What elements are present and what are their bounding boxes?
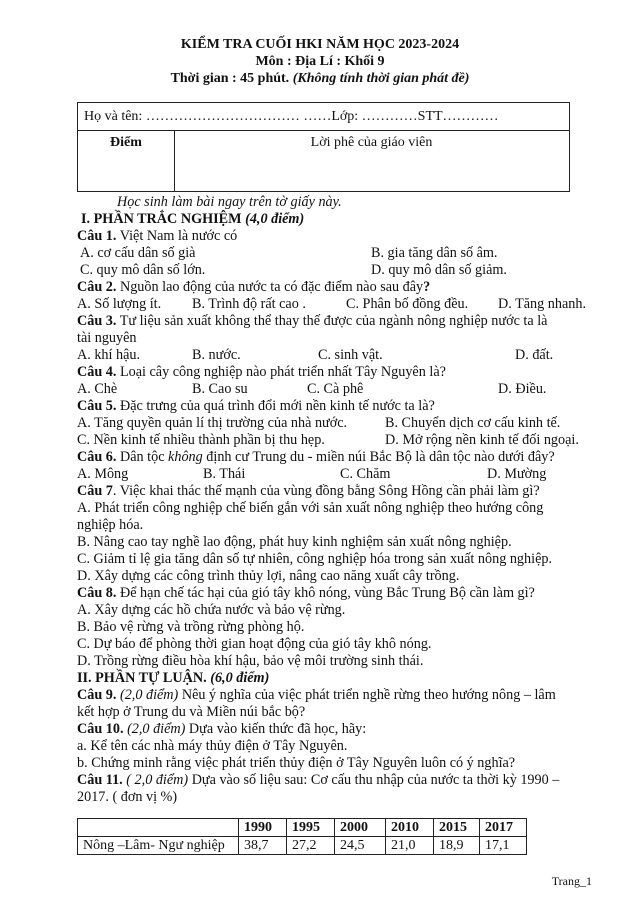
q5-option-a[interactable]: A. Tăng quyền quản lí thị trường của nhà nước. (77, 415, 348, 431)
table-year-cell: 2000 (335, 819, 386, 837)
income-structure-table (77, 818, 527, 855)
q7-option-a-cont[interactable]: nghiệp hóa. (77, 517, 144, 533)
q2-option-a[interactable]: A. Số lượng ít. (77, 296, 162, 312)
q5-num: Câu 5. (77, 398, 117, 414)
q8-option-d[interactable]: D. Trồng rừng điều hòa khí hậu, bảo vệ môi trường sinh thái. (77, 653, 424, 669)
q2-option-d[interactable]: D. Tăng nhanh. (498, 296, 586, 312)
q3-option-b[interactable]: B. nước. (192, 347, 241, 363)
q9-text-line1: Nêu ý nghĩa của việc phát triển nghề rừng theo hướng nông – lâm (178, 687, 556, 703)
q10-points: (2,0 điểm) (127, 721, 186, 737)
q1-option-b[interactable]: B. gia tăng dân số âm. (371, 245, 498, 261)
table-year-cell: 1995 (287, 819, 335, 837)
q3-option-c[interactable]: C. sinh vật. (318, 347, 383, 363)
time-label: Thời gian : 45 phút. (170, 71, 290, 86)
student-info-line[interactable]: Họ và tên: …………………………… ……Lớp: …………STT………… (78, 103, 569, 131)
q7-option-a[interactable]: A. Phát triển công nghiệp chế biến gắn với sản xuất nông nghiệp theo hướng công (77, 500, 544, 516)
q8-text: Để hạn chế tác hại của gió tây khô nóng, vùng Bắc Trung Bộ cần làm gì? (116, 585, 535, 601)
q4-option-a[interactable]: A. Chè (77, 381, 118, 397)
part1-title: I. PHẦN TRẮC NGHIỆM (81, 211, 242, 227)
q7-text: . Việc khai thác thế mạnh của vùng đồng bằng Sông Hồng cần phải làm gì? (112, 483, 540, 499)
q5-option-d[interactable]: D. Mở rộng nền kinh tế đối ngoại. (385, 432, 579, 448)
q8-option-a[interactable]: A. Xây dựng các hồ chứa nước và bảo vệ rừng. (77, 602, 346, 618)
table-year-cell: 2017 (480, 819, 527, 837)
q10-text: Dựa vào kiến thức đã học, hãy: (185, 721, 367, 737)
part1-heading (81, 211, 304, 228)
q9-num: Câu 9. (77, 687, 117, 703)
question-2 (77, 279, 430, 296)
table-value-cell: 24,5 (335, 837, 386, 855)
q5-option-c[interactable]: C. Nền kinh tế nhiều thành phần bị thu hẹp. (77, 432, 325, 448)
q3-text-line1: Tư liệu sản xuất không thể thay thế được của ngành nông nghiệp nước ta là (116, 313, 548, 329)
question-1 (77, 228, 237, 245)
time-note: (Không tính thời gian phát đề) (292, 71, 470, 86)
q2-option-c[interactable]: C. Phân bố đồng đều. (346, 296, 469, 312)
table-value-cell: 38,7 (239, 837, 287, 855)
q9-text-line2: kết hợp ở Trung du và Miền núi bắc bộ? (77, 704, 306, 720)
q1-option-a[interactable]: A. cơ cấu dân số già (80, 245, 196, 261)
teacher-comment-cell[interactable]: Lời phê của giáo viên (310, 135, 433, 150)
q6-num: Câu 6. (77, 449, 117, 465)
q6-option-a[interactable]: A. Mông (77, 466, 129, 482)
q11-text-line1: Dựa vào số liệu sau: Cơ cấu thu nhập của nước ta thời kỳ 1990 – (188, 772, 560, 788)
q2-option-b[interactable]: B. Trình độ rất cao . (192, 296, 306, 312)
table-row-label: Nông –Lâm- Ngư nghiệp (78, 837, 239, 855)
q6-text-em: không (168, 449, 203, 465)
part2-heading (77, 670, 269, 687)
q3-option-a[interactable]: A. khí hậu. (77, 347, 141, 363)
essay-question-10 (77, 721, 366, 738)
q8-num: Câu 8. (77, 585, 117, 601)
part1-points: (4,0 điểm) (245, 211, 305, 227)
q8-option-c[interactable]: C. Dự báo để phòng thời gian hoạt động của gió tây khô nóng. (77, 636, 432, 652)
question-3 (77, 313, 547, 330)
table-year-cell: 2015 (434, 819, 480, 837)
q4-num: Câu 4. (77, 364, 117, 380)
q4-option-d[interactable]: D. Điều. (498, 381, 547, 397)
table-year-cell: 1990 (239, 819, 287, 837)
q6-option-d[interactable]: D. Mường (487, 466, 547, 482)
question-4 (77, 364, 446, 381)
score-cell[interactable]: Điểm (78, 131, 175, 191)
q2-mark: ? (423, 279, 431, 295)
table-value-cell: 17,1 (480, 837, 527, 855)
table-value-cell: 27,2 (287, 837, 335, 855)
q10-part-a: a. Kể tên các nhà máy thủy điện ở Tây Nguyên. (77, 738, 348, 754)
table-year-cell: 2010 (386, 819, 434, 837)
q7-option-b[interactable]: B. Nâng cao tay nghề lao động, phát huy kinh nghiệm sản xuất nông nghiệp. (77, 534, 512, 550)
exam-title: KIỂM TRA CUỐI HKI NĂM HỌC 2023-2024 (180, 37, 460, 52)
q8-option-b[interactable]: B. Bảo vệ rừng và trồng rừng phòng hộ. (77, 619, 305, 635)
q6-option-b[interactable]: B. Thái (203, 466, 246, 482)
q9-points: (2,0 điểm) (119, 687, 179, 703)
part2-title: II. PHẦN TỰ LUẬN. (77, 670, 207, 686)
table-header-row (78, 819, 527, 837)
q6-text-post: định cư Trung du - miền núi Bắc Bộ là dân tộc nào dưới đây? (202, 449, 555, 465)
question-7 (77, 483, 540, 500)
question-5 (77, 398, 435, 415)
part2-points: (6,0 điểm) (210, 670, 270, 686)
q1-option-d[interactable]: D. quy mô dân số giảm. (371, 262, 507, 278)
q5-option-b[interactable]: B. Chuyển dịch cơ cấu kinh tế. (385, 415, 561, 431)
q4-text: Loại cây công nghiệp nào phát triển nhất Tây Nguyên là? (116, 364, 446, 380)
q10-num: Câu 10. (77, 721, 124, 737)
table-row (78, 837, 527, 855)
table-value-cell: 18,9 (434, 837, 480, 855)
q2-num: Câu 2. (77, 279, 117, 295)
page-number: Trang_1 (551, 874, 592, 888)
q1-text: Việt Nam là nước có (116, 228, 238, 244)
table-corner-cell (78, 819, 239, 837)
q3-num: Câu 3. (77, 313, 117, 329)
exam-subject: Môn : Địa Lí : Khối 9 (255, 54, 385, 69)
q11-text-line2: 2017. ( đơn vị %) (77, 789, 178, 805)
q7-option-c[interactable]: C. Giảm tỉ lệ gia tăng dân số tự nhiên, công nghiệp hóa trong sản xuất nông nghiệp. (77, 551, 553, 567)
q2-text: Nguồn lao động của nước ta có đặc điểm nào sau đây (116, 279, 424, 295)
q7-option-d[interactable]: D. Xây dựng các công trình thủy lợi, nâng cao năng xuất cây trồng. (77, 568, 460, 584)
table-value-cell: 21,0 (386, 837, 434, 855)
essay-question-9 (77, 687, 556, 704)
instruction: Học sinh làm bài ngay trên tờ giấy này. (117, 194, 342, 210)
q6-option-c[interactable]: C. Chăm (340, 466, 391, 482)
q6-text-pre: Dân tộc (116, 449, 169, 465)
q7-num: Câu 7 (77, 483, 113, 499)
essay-question-11 (77, 772, 559, 789)
exam-time (0, 70, 640, 87)
student-info-box (77, 102, 570, 192)
q11-points: ( 2,0 điểm) (126, 772, 189, 788)
q1-num: Câu 1. (77, 228, 117, 244)
q10-part-b: b. Chứng minh rằng việc phát triển thủy điện ở Tây Nguyên luôn có ý nghĩa? (77, 755, 516, 771)
q3-option-d[interactable]: D. đất. (515, 347, 554, 363)
q4-option-c[interactable]: C. Cà phê (307, 381, 364, 397)
q5-text: Đặc trưng của quá trình đổi mới nền kinh tế nước ta là? (116, 398, 435, 414)
question-8 (77, 585, 535, 602)
q11-num: Câu 11. (77, 772, 123, 788)
q3-text-line2: tài nguyên (77, 330, 137, 346)
question-6 (77, 449, 555, 466)
q4-option-b[interactable]: B. Cao su (192, 381, 248, 397)
q1-option-c[interactable]: C. quy mô dân số lớn. (80, 262, 206, 278)
